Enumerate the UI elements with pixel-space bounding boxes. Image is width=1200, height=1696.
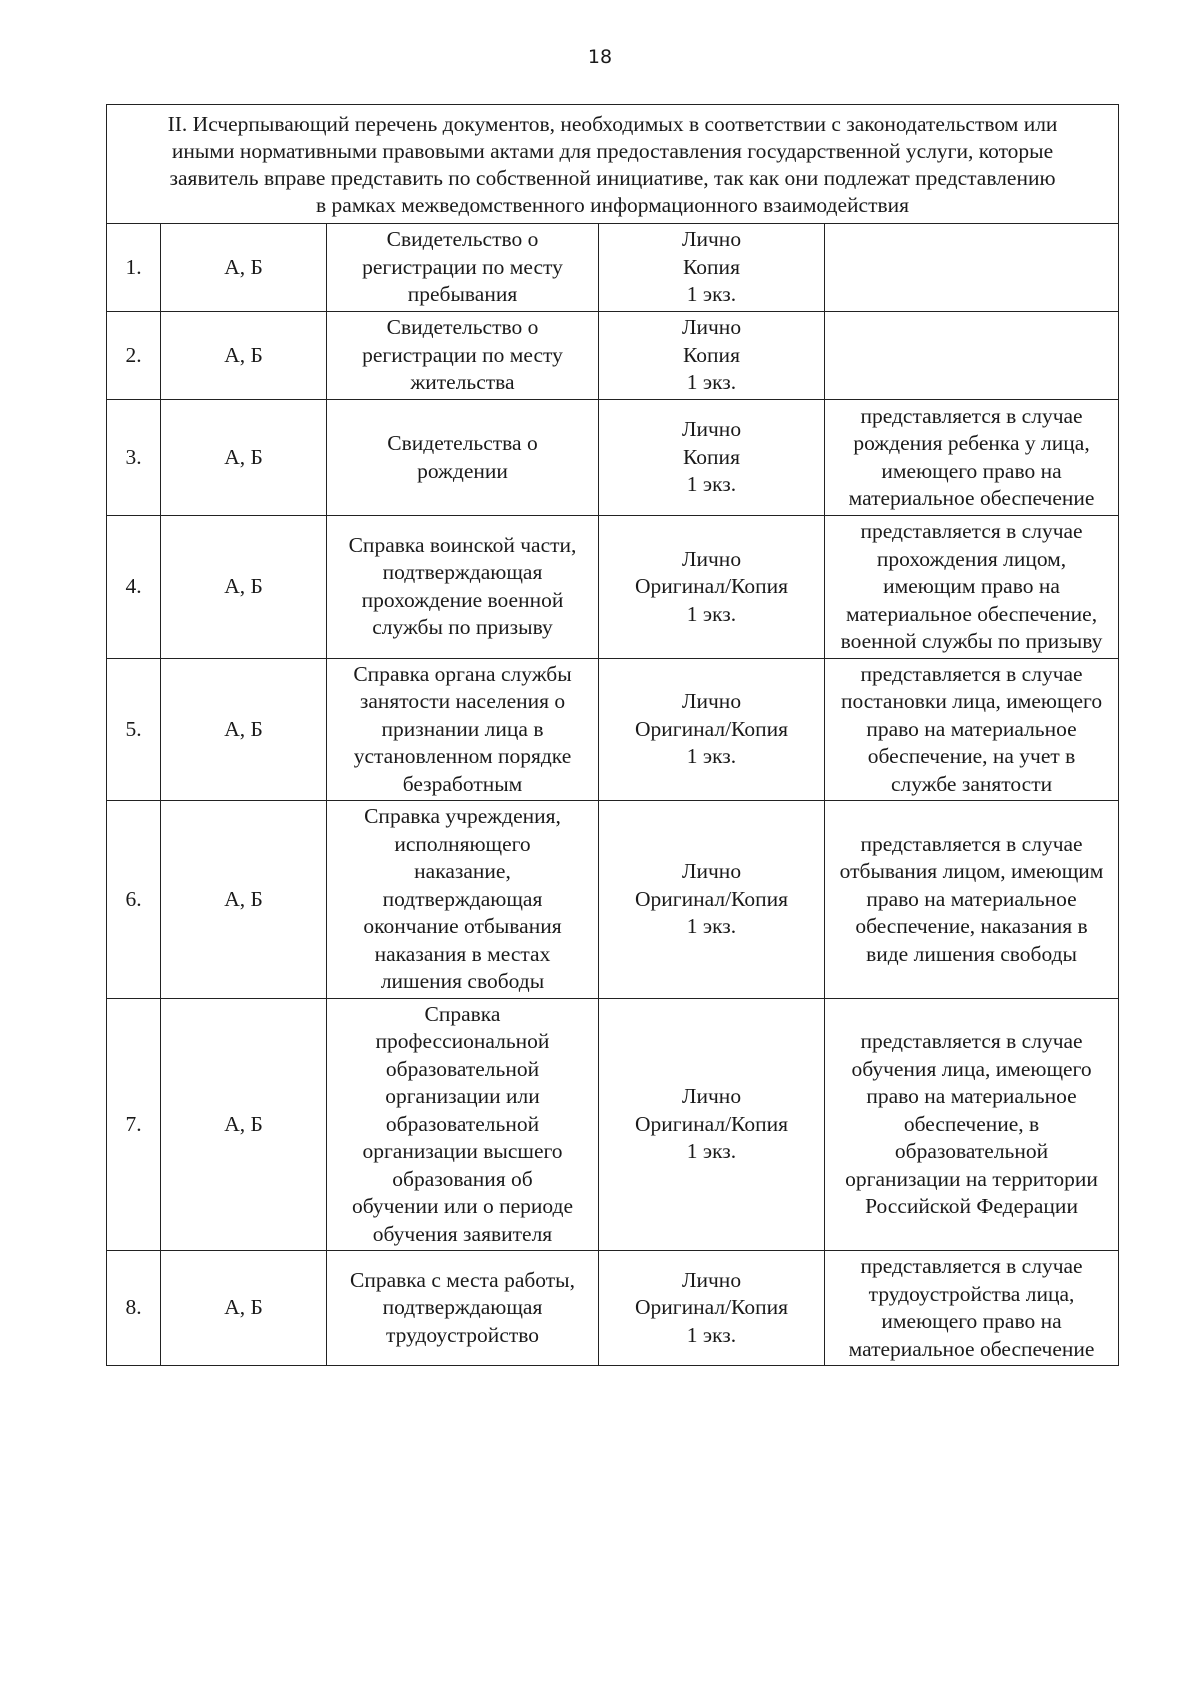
submission-form-cell-line: Копия	[683, 444, 740, 469]
note-cell-line: материальное обеспечение	[848, 486, 1095, 510]
note-cell-line: обеспечение, наказания в	[855, 914, 1088, 938]
category-cell: А, Б	[161, 224, 327, 312]
note-cell-line: организации на территории	[845, 1166, 1098, 1191]
section-header-line: в рамках межведомственного информационного взаимодействия	[316, 193, 910, 217]
category-cell: А, Б	[161, 658, 327, 801]
document-name-cell	[327, 312, 599, 400]
document-name-cell-line: Справка с места работы,	[350, 1267, 575, 1292]
note-cell-line: трудоустройства лица,	[868, 1281, 1075, 1306]
note-cell-line: представляется в случае	[860, 661, 1083, 686]
document-name-cell-line: жительства	[410, 370, 515, 395]
document-name-cell	[327, 998, 599, 1251]
note-cell-line: образовательной	[894, 1139, 1049, 1163]
category-cell: А, Б	[161, 516, 327, 659]
submission-form-cell-line: 1 экз.	[686, 370, 737, 395]
note-cell-line: службе занятости	[890, 771, 1053, 796]
submission-form-cell-line: Оригинал/Копия	[635, 1111, 788, 1136]
document-name-cell-line: прохождение военной	[361, 587, 564, 612]
note-cell-line: постановки лица, имеющего	[840, 689, 1103, 713]
submission-form-cell-line: Лично	[681, 546, 742, 571]
submission-form-cell	[599, 516, 825, 659]
note-cell-line: представляется в случае	[860, 1254, 1083, 1278]
submission-form-cell-line: Оригинал/Копия	[635, 716, 788, 741]
document-name-cell-line: службы по призыву	[372, 615, 553, 640]
document-name-cell-line: лишения свободы	[380, 969, 545, 993]
note-cell	[825, 312, 1119, 400]
note-cell	[825, 658, 1119, 801]
submission-form-cell-line: Лично	[681, 227, 742, 252]
submission-form-cell	[599, 224, 825, 312]
submission-form-cell	[599, 400, 825, 516]
document-name-cell-line: Свидетельства о	[387, 431, 538, 455]
table-row	[107, 400, 1119, 516]
submission-form-cell-line: Копия	[683, 254, 740, 279]
note-cell-line: Российской Федерации	[865, 1194, 1078, 1218]
document-name-cell-line: Справка	[424, 1001, 501, 1026]
document-name-cell-line: Справка воинской части,	[348, 532, 577, 557]
section-header-line: II. Исчерпывающий перечень документов, необходимых в соответствии с законодательством или	[167, 112, 1058, 136]
note-cell-line: рождения ребенка у лица,	[853, 431, 1090, 455]
note-cell-line: представляется в случае	[860, 1029, 1083, 1053]
note-cell-line: материальное обеспечение	[848, 1336, 1095, 1361]
note-cell-line: материальное обеспечение,	[845, 601, 1098, 626]
document-name-cell	[327, 516, 599, 659]
submission-form-cell-line: 1 экз.	[686, 1322, 737, 1347]
note-cell-line: имеющего право на	[881, 1309, 1062, 1333]
document-name-cell-line: установленном порядке	[353, 744, 572, 768]
document-name-cell	[327, 224, 599, 312]
category-cell: А, Б	[161, 998, 327, 1251]
document-name-cell-line: организации высшего	[362, 1139, 563, 1163]
note-cell-line: представляется в случае	[860, 403, 1083, 428]
note-cell-line: обучения лица, имеющего	[851, 1056, 1092, 1081]
note-cell-line: представляется в случае	[860, 831, 1083, 856]
documents-table	[106, 104, 1119, 1366]
row-number: 2.	[107, 312, 161, 400]
note-cell-line: прохождения лицом,	[876, 546, 1067, 571]
submission-form-cell-line: Лично	[681, 859, 742, 883]
document-name-cell-line: занятости населения о	[359, 689, 566, 713]
submission-form-cell-line: 1 экз.	[686, 744, 737, 768]
submission-form-cell-line: Лично	[681, 315, 742, 340]
table-row	[107, 801, 1119, 999]
section-header-line: иными нормативными правовыми актами для предоставления государственной услуги, которые	[171, 139, 1054, 163]
submission-form-cell	[599, 312, 825, 400]
document-name-cell-line: исполняющего	[394, 831, 531, 856]
category-cell: А, Б	[161, 1251, 327, 1366]
section-header-line: заявитель вправе представить по собственной инициативе, так как они подлежат представлению	[169, 166, 1056, 190]
document-name-cell	[327, 400, 599, 516]
note-cell-line: обеспечение, на учет в	[867, 744, 1076, 768]
document-name-cell-line: Справка органа службы	[353, 661, 572, 686]
document-name-cell-line: трудоустройство	[385, 1322, 540, 1347]
note-cell-line: имеющего право на	[881, 458, 1062, 483]
submission-form-cell	[599, 998, 825, 1251]
row-number: 7.	[107, 998, 161, 1251]
document-name-cell-line: образовательной	[385, 1056, 540, 1081]
note-cell-line: право на материальное	[866, 886, 1077, 911]
table-row	[107, 224, 1119, 312]
note-cell-line: представляется в случае	[860, 519, 1083, 543]
document-name-cell-line: наказания в местах	[374, 941, 551, 966]
note-cell-line: обеспечение, в	[903, 1111, 1040, 1136]
note-cell-line: имеющим право на	[883, 574, 1060, 598]
document-name-cell-line: обучении или о периоде	[351, 1194, 574, 1218]
submission-form-cell	[599, 801, 825, 999]
table-row	[107, 658, 1119, 801]
row-number: 6.	[107, 801, 161, 999]
submission-form-cell-line: Лично	[681, 417, 742, 442]
document-name-cell	[327, 658, 599, 801]
document-name-cell-line: регистрации по месту	[362, 342, 563, 367]
document-name-cell-line: Справка учреждения,	[364, 804, 561, 828]
table-row	[107, 998, 1119, 1251]
row-number: 4.	[107, 516, 161, 659]
document-name-cell	[327, 801, 599, 999]
table-row	[107, 516, 1119, 659]
row-number: 8.	[107, 1251, 161, 1366]
document-name-cell-line: рождении	[417, 458, 508, 483]
document-name-cell-line: подтверждающая	[382, 1295, 543, 1320]
submission-form-cell-line: 1 экз.	[686, 472, 737, 497]
note-cell-line: отбывания лицом, имеющим	[839, 859, 1104, 883]
submission-form-cell-line: Лично	[681, 689, 742, 713]
section-header-row	[107, 105, 1119, 224]
category-cell: А, Б	[161, 312, 327, 400]
note-cell-line: виде лишения свободы	[866, 941, 1077, 966]
note-cell-line: право на материальное	[866, 1084, 1077, 1108]
category-cell: А, Б	[161, 400, 327, 516]
note-cell	[825, 998, 1119, 1251]
note-cell	[825, 224, 1119, 312]
document-name-cell-line: обучения заявителя	[372, 1221, 553, 1246]
row-number: 1.	[107, 224, 161, 312]
document-name-cell-line: наказание,	[414, 859, 511, 883]
document-name-cell-line: окончание отбывания	[363, 914, 562, 938]
submission-form-cell	[599, 1251, 825, 1366]
page-number: 18	[587, 46, 613, 68]
note-cell	[825, 801, 1119, 999]
submission-form-cell-line: 1 экз.	[686, 601, 737, 626]
note-cell	[825, 516, 1119, 659]
note-cell	[825, 400, 1119, 516]
submission-form-cell-line: Оригинал/Копия	[635, 886, 788, 911]
submission-form-cell	[599, 658, 825, 801]
document-name-cell-line: Свидетельство о	[386, 227, 539, 252]
note-cell-line: военной службы по призыву	[840, 629, 1103, 653]
document-name-cell-line: профессиональной	[375, 1029, 550, 1053]
document-name-cell	[327, 1251, 599, 1366]
submission-form-cell-line: 1 экз.	[686, 1139, 737, 1163]
table-row	[107, 1251, 1119, 1366]
submission-form-cell-line: Лично	[681, 1267, 742, 1292]
document-name-cell-line: безработным	[402, 771, 523, 796]
document-name-cell-line: регистрации по месту	[362, 254, 563, 279]
submission-form-cell-line: Оригинал/Копия	[635, 574, 788, 598]
note-cell	[825, 1251, 1119, 1366]
document-name-cell-line: подтверждающая	[382, 886, 543, 911]
document-name-cell-line: организации или	[385, 1084, 540, 1108]
row-number: 3.	[107, 400, 161, 516]
submission-form-cell-line: 1 экз.	[686, 282, 737, 307]
section-header	[107, 105, 1119, 224]
document-name-cell-line: образовательной	[385, 1111, 540, 1136]
submission-form-cell-line: Лично	[681, 1084, 742, 1108]
note-cell-line: право на материальное	[866, 716, 1077, 741]
category-cell: А, Б	[161, 801, 327, 999]
row-number: 5.	[107, 658, 161, 801]
submission-form-cell-line: 1 экз.	[686, 914, 737, 938]
document-name-cell-line: признании лица в	[381, 716, 544, 741]
submission-form-cell-line: Копия	[683, 342, 740, 367]
document-name-cell-line: Свидетельство о	[386, 315, 539, 340]
document-name-cell-line: подтверждающая	[382, 560, 543, 585]
submission-form-cell-line: Оригинал/Копия	[635, 1295, 788, 1320]
document-name-cell-line: образования об	[392, 1166, 533, 1191]
table-row	[107, 312, 1119, 400]
document-name-cell-line: пребывания	[407, 282, 518, 307]
